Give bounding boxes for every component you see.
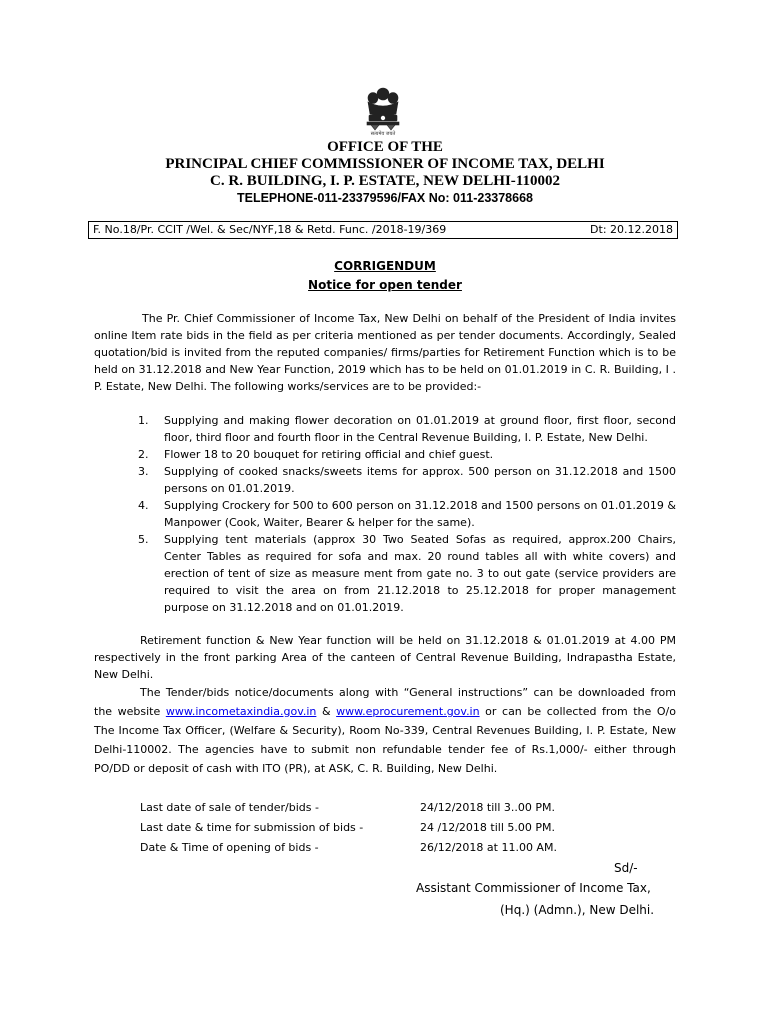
reference-box bbox=[88, 221, 678, 239]
list-item bbox=[138, 531, 676, 616]
list-item bbox=[138, 412, 676, 446]
ampersand: & bbox=[316, 705, 337, 718]
item-number: 5. bbox=[138, 533, 149, 546]
schedule-row bbox=[140, 838, 640, 858]
signature-sd: Sd/- bbox=[614, 861, 638, 875]
tender-text-part2: or can be collected from the O/o The Income Tax Officer, (Welfare & Security), Room No-339, Central Revenues Building, I. P. Estate, New Delhi-110002. The agencies have to submit non refundable tender fee of Rs.1,000/- either through PO/DD or deposit of cash with ITO (PR), at ASK, C. R. Building, New Delhi. bbox=[94, 705, 676, 775]
schedule-value: 26/12/2018 at 11.00 AM. bbox=[420, 841, 557, 854]
schedule-label: Date & Time of opening of bids - bbox=[140, 841, 319, 854]
item-text: Supplying of cooked snacks/sweets items for approx. 500 person on 31.12.2018 and 1500 persons on 01.01.2019. bbox=[164, 465, 676, 495]
schedule-value: 24/12/2018 till 3..00 PM. bbox=[420, 801, 555, 814]
commissioner-heading: PRINCIPAL CHIEF COMMISSIONER OF INCOME TAX, DELHI bbox=[165, 156, 605, 172]
tender-text-part1: The Tender/bids notice/documents along with “General instructions” can be downloaded from the website bbox=[94, 686, 676, 718]
item-text: Flower 18 to 20 bouquet for retiring official and chief guest. bbox=[164, 448, 494, 461]
emblem-motto: सत्यमेव जयते bbox=[370, 131, 396, 137]
document-date: Dt: 20.12.2018 bbox=[590, 223, 673, 236]
eprocurement-link[interactable]: www.eprocurement.gov.in bbox=[336, 705, 480, 718]
list-item bbox=[138, 497, 676, 531]
item-number: 3. bbox=[138, 465, 149, 478]
schedule-row bbox=[140, 798, 640, 818]
signature-designation: Assistant Commissioner of Income Tax, bbox=[416, 881, 651, 895]
address-heading: C. R. BUILDING, I. P. ESTATE, NEW DELHI-110002 bbox=[210, 173, 560, 189]
list-item bbox=[138, 446, 676, 463]
list-item bbox=[138, 463, 676, 497]
schedule-row bbox=[140, 818, 640, 838]
item-text: Supplying tent materials (approx 30 Two Seated Sofas as required, approx.200 Chairs, Center Tables as required for sofa and max. 20 round tables all with white covers) and erection of tent of size as measure ment from gate no. 3 to out gate (service providers are required to visit the area on from 21.12.2018 to 25.12.2018 for proper management purpose on 31.12.2018 and on 01.01.2019. bbox=[164, 533, 676, 614]
item-number: 4. bbox=[138, 499, 149, 512]
intro-paragraph: The Pr. Chief Commissioner of Income Tax, New Delhi on behalf of the President of India invites online Item rate bids in the field as per criteria mentioned as per tender documents. Accordingly, Sealed quotation/bid is invited from the reputed companies/ firms/parties for Retirement Function which is to be held on 31.12.2018 and New Year Function, 2019 which has to be held on 01.01.2019 in C. R. Building, I . P. Estate, New Delhi. The following works/services are to be provided:- bbox=[94, 312, 676, 393]
item-number: 2. bbox=[138, 448, 149, 461]
item-number: 1. bbox=[138, 414, 149, 427]
corrigendum-title: CORRIGENDUM bbox=[334, 259, 436, 273]
schedule-label: Last date & time for submission of bids - bbox=[140, 821, 364, 834]
telephone-heading: TELEPHONE-011-23379596/FAX No: 011-23378668 bbox=[236, 191, 533, 205]
signature-office: (Hq.) (Admn.), New Delhi. bbox=[500, 903, 655, 917]
schedule-value: 24 /12/2018 till 5.00 PM. bbox=[420, 821, 555, 834]
item-text: Supplying and making flower decoration on 01.01.2019 at ground floor, first floor, second floor, third floor and fourth floor in the Central Revenue Building, I. P. Estate, New Delhi. bbox=[164, 414, 676, 444]
file-number: F. No.18/Pr. CCIT /Wel. & Sec/NYF,18 & Retd. Func. /2018-19/369 bbox=[93, 223, 447, 236]
function-paragraph: Retirement function & New Year function will be held on 31.12.2018 & 01.01.2019 at 4.00 PM respectively in the front parking Area of the canteen of Central Revenue Building, Indrapastha Estate, New Delhi. bbox=[94, 634, 676, 681]
item-text: Supplying Crockery for 500 to 600 person on 31.12.2018 and 1500 persons on 01.01.2019 & Manpower (Cook, Waiter, Bearer & helper for the same). bbox=[164, 499, 676, 529]
office-heading: OFFICE OF THE bbox=[327, 139, 443, 155]
schedule-table bbox=[140, 798, 640, 858]
tender-paragraph bbox=[94, 683, 676, 778]
schedule-label: Last date of sale of tender/bids - bbox=[140, 801, 319, 814]
notice-title: Notice for open tender bbox=[308, 278, 462, 292]
incometax-link[interactable]: www.incometaxindia.gov.in bbox=[165, 705, 317, 718]
works-list bbox=[138, 412, 676, 616]
